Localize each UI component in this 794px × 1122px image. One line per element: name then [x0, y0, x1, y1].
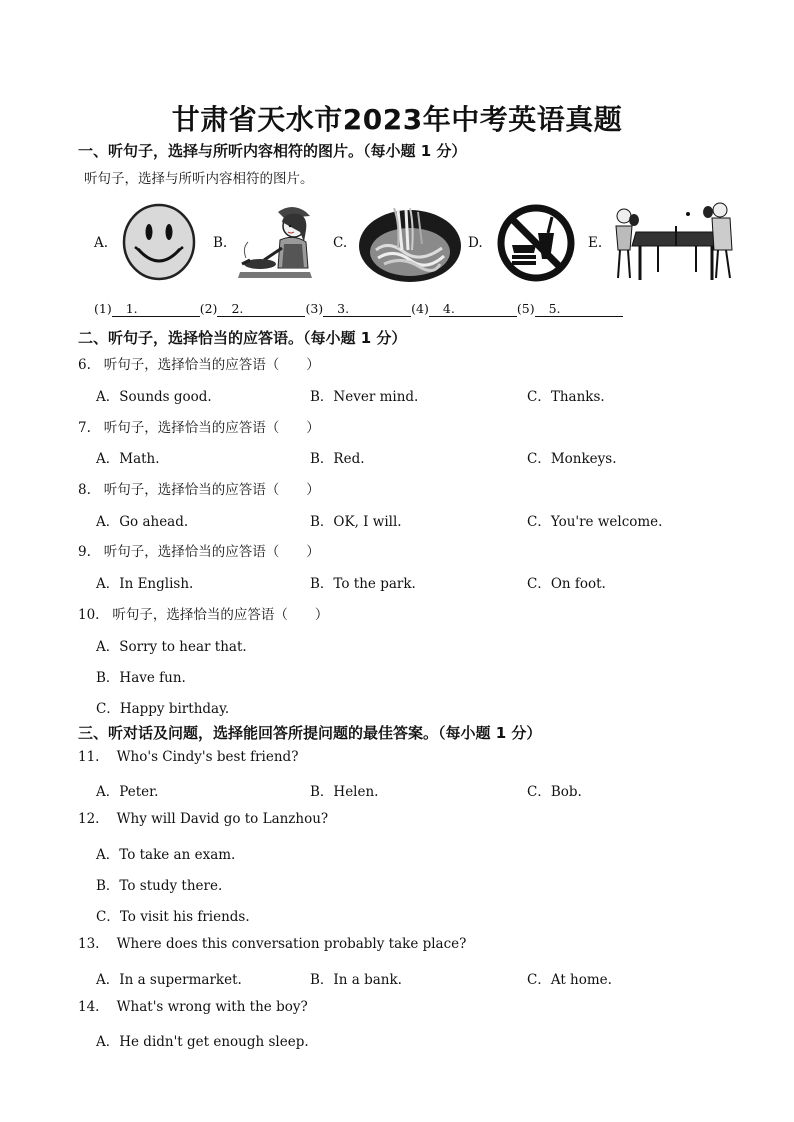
- blank-2-number: (2): [199, 301, 218, 316]
- smiley-face-icon: [122, 203, 196, 285]
- option-8a[interactable]: A．Go ahead.: [96, 514, 189, 530]
- blank-3-number: (3): [305, 301, 324, 316]
- question-10: [78, 603, 328, 623]
- table-tennis-icon: [612, 198, 738, 290]
- question-text: Where does this conversation probably take place?: [116, 936, 467, 952]
- question-11: [78, 749, 298, 765]
- option-6b[interactable]: B．Never mind.: [310, 389, 419, 405]
- option-13c[interactable]: C．At home.: [527, 972, 612, 988]
- blank-1-answer[interactable]: 1.: [112, 301, 200, 317]
- question-6: [78, 353, 320, 373]
- picture-a-label: A.: [94, 235, 109, 251]
- option-13a[interactable]: A．In a supermarket.: [96, 972, 242, 988]
- option-10b[interactable]: B．Have fun.: [96, 670, 186, 686]
- section-3-heading: 三、听对话及问题，选择能回答所提问题的最佳答案。（每小题 1 分）: [78, 724, 542, 742]
- question-text: 听句子，选择恰当的应答语（ ）: [103, 482, 320, 498]
- blank-5-answer[interactable]: 5.: [535, 301, 623, 317]
- picture-c-label: C.: [333, 235, 348, 251]
- page-title: 甘肃省天水市2023年中考英语真题: [171, 103, 623, 136]
- question-number: 7.: [78, 420, 91, 436]
- picture-e-label: E.: [588, 235, 603, 251]
- question-12: [78, 811, 328, 827]
- question-9: [78, 540, 320, 560]
- question-number: 8.: [78, 482, 91, 498]
- option-7b[interactable]: B．Red.: [310, 451, 365, 467]
- question-text: 听句子，选择恰当的应答语（ ）: [112, 607, 329, 623]
- option-10a[interactable]: A．Sorry to hear that.: [96, 639, 247, 655]
- question-number: 9.: [78, 544, 91, 560]
- question-number: 6.: [78, 357, 91, 373]
- question-number: 11.: [78, 749, 100, 765]
- option-13b[interactable]: B．In a bank.: [310, 972, 402, 988]
- question-number: 13.: [78, 936, 100, 952]
- option-14a[interactable]: A．He didn't get enough sleep.: [96, 1034, 309, 1050]
- question-text: 听句子，选择恰当的应答语（ ）: [103, 357, 320, 373]
- question-text: What's wrong with the boy?: [116, 999, 308, 1015]
- option-9b[interactable]: B．To the park.: [310, 576, 416, 592]
- option-12a[interactable]: A．To take an exam.: [96, 847, 236, 863]
- option-12b[interactable]: B．To study there.: [96, 878, 223, 894]
- option-11c[interactable]: C．Bob.: [527, 784, 582, 800]
- blank-4-answer[interactable]: 4.: [429, 301, 517, 317]
- question-7: [78, 416, 320, 436]
- option-12c[interactable]: C．To visit his friends.: [96, 909, 250, 925]
- question-14: [78, 999, 308, 1015]
- option-7a[interactable]: A．Math.: [96, 451, 160, 467]
- question-text: 听句子，选择恰当的应答语（ ）: [103, 544, 320, 560]
- girl-cooking-icon: [238, 202, 314, 284]
- question-text: Who's Cindy's best friend?: [116, 749, 299, 765]
- blank-2-answer[interactable]: 2.: [217, 301, 305, 317]
- question-number: 10.: [78, 607, 100, 623]
- section-1-instruction: 听句子，选择与所听内容相符的图片。: [84, 171, 314, 187]
- option-8c[interactable]: C．You're welcome.: [527, 514, 663, 530]
- option-6a[interactable]: A．Sounds good.: [96, 389, 212, 405]
- picture-b-label: B.: [213, 235, 228, 251]
- blank-4-number: (4): [411, 301, 429, 316]
- option-8b[interactable]: B．OK, I will.: [310, 514, 402, 530]
- blank-5-number: (5): [516, 301, 535, 316]
- picture-d-label: D.: [468, 235, 483, 251]
- blank-1-number: (1): [94, 301, 112, 316]
- option-9c[interactable]: C．On foot.: [527, 576, 606, 592]
- option-11a[interactable]: A．Peter.: [96, 784, 159, 800]
- option-7c[interactable]: C．Monkeys.: [527, 451, 617, 467]
- option-9a[interactable]: A．In English.: [96, 576, 194, 592]
- section-2-heading: 二、听句子，选择恰当的应答语。（每小题 1 分）: [78, 329, 407, 347]
- option-11b[interactable]: B．Helen.: [310, 784, 379, 800]
- question-8: [78, 478, 320, 498]
- question-text: 听句子，选择恰当的应答语（ ）: [103, 420, 320, 436]
- question-number: 12.: [78, 811, 100, 827]
- question-text: Why will David go to Lanzhou?: [116, 811, 329, 827]
- blank-3-answer[interactable]: 3.: [323, 301, 411, 317]
- question-13: [78, 936, 466, 952]
- section-1-heading: 一、听句子，选择与所听内容相符的图片。（每小题 1 分）: [78, 142, 467, 160]
- answer-blanks-row: [94, 301, 623, 317]
- option-6c[interactable]: C．Thanks.: [527, 389, 605, 405]
- question-number: 14.: [78, 999, 100, 1015]
- no-food-drink-sign-icon: [496, 203, 576, 287]
- noodles-bowl-icon: [358, 204, 462, 286]
- option-10c[interactable]: C．Happy birthday.: [96, 701, 230, 717]
